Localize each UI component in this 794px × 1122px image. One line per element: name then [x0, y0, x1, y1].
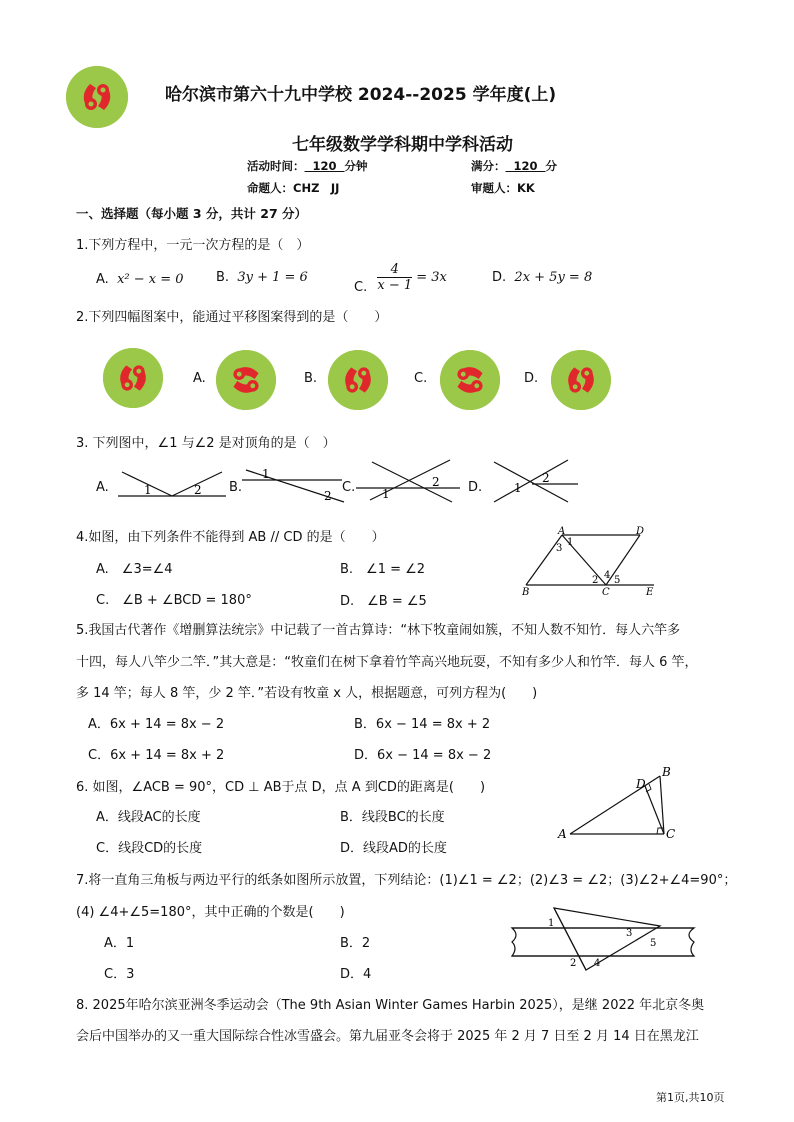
q3a-angle-1: 1 [144, 483, 152, 497]
reviewer: 审题人：KK [471, 181, 535, 195]
q6-stem: 6. 如图，∠ACB = 90°，CD ⊥ AB于点 D，点 A 到CD的距离是( ) [76, 780, 486, 795]
q5-option-a[interactable]: A．6x + 14 = 8x − 2 [88, 717, 225, 732]
q7-option-c[interactable]: C．3 [104, 967, 135, 982]
q1-option-c[interactable]: C. $\frac{4}{x - 1}$ = 3x [354, 262, 447, 295]
q2-option-c[interactable] [440, 350, 500, 410]
svg-text:2: 2 [570, 958, 577, 969]
q6-option-d[interactable]: D．线段AD的长度 [340, 841, 447, 856]
q4-figure [518, 524, 658, 596]
svg-text:2: 2 [592, 575, 599, 586]
svg-text:3: 3 [626, 928, 633, 939]
q5-line-3: 多 14 竿；每人 8 竿，少 2 竿．”若设有牧童 x 人，根据题意，可列方程为( ) [76, 686, 538, 701]
q8-line-1: 8. 2025年哈尔滨亚洲冬季运动会（The 9th Asian Winter Games Harbin 2025），是继 2022 年北京冬奥 [76, 998, 705, 1013]
q7-option-b[interactable]: B．2 [340, 936, 371, 951]
q6-option-c[interactable]: C．线段CD的长度 [96, 841, 203, 856]
q1-option-a[interactable]: A. x² − x = 0 [96, 272, 184, 287]
q3a-angle-2: 2 [194, 483, 202, 497]
svg-text:5: 5 [614, 575, 621, 586]
page-subtitle: 七年级数学学科期中学科活动 [292, 135, 513, 155]
author: 命题人：CHZ JJ [247, 181, 340, 195]
q3-figure-c[interactable] [352, 456, 462, 504]
q3-label-a: A. [96, 480, 109, 495]
q3c-angle-2: 2 [432, 475, 440, 489]
q8-line-2: 会后中国举办的又一重大国际综合性冰雪盛会。第九届亚冬会将于 2025 年 2 月 7 日至 2 月 14 日在黑龙江 [76, 1029, 699, 1044]
svg-text:4: 4 [594, 958, 601, 969]
q1-option-d[interactable]: D. 2x + 5y = 8 [492, 270, 593, 285]
q1-stem: 1.下列方程中，一元一次方程的是（ ） [76, 238, 310, 253]
q3-figure-a[interactable] [114, 462, 230, 502]
svg-text:1: 1 [548, 918, 555, 929]
q2-option-a[interactable] [216, 350, 276, 410]
svg-text:D: D [636, 777, 646, 791]
q7-figure [508, 904, 704, 972]
q2-stem: 2.下列四幅图案中，能通过平移图案得到的是（ ） [76, 310, 388, 325]
q2-option-b[interactable] [328, 350, 388, 410]
svg-text:5: 5 [650, 938, 657, 949]
page-number: 第1页,共10页 [656, 1091, 725, 1104]
q6-option-a[interactable]: A．线段AC的长度 [96, 810, 201, 825]
q7-option-d[interactable]: D．4 [340, 967, 372, 982]
svg-text:D: D [636, 526, 645, 537]
q2-label-c: C. [414, 371, 428, 386]
svg-text:E: E [646, 587, 654, 596]
q5-option-b[interactable]: B．6x − 14 = 8x + 2 [354, 717, 491, 732]
q3-stem: 3. 下列图中，∠1 与∠2 是对顶角的是（ ） [76, 436, 336, 451]
q3-label-d: D. [468, 480, 483, 495]
q6-figure [556, 762, 686, 842]
q7-line-1: 7.将一直角三角板与两边平行的纸条如图所示放置，下列结论：(1)∠1 = ∠2；(2)∠3 = ∠2；(3)∠2+∠4=90°； [76, 873, 737, 888]
section-title: 一、选择题（每小题 3 分，共计 27 分） [76, 206, 308, 221]
q1-option-b[interactable]: B. 3y + 1 = 6 [216, 270, 308, 285]
svg-text:A: A [558, 526, 566, 537]
q4-option-a[interactable]: A. ∠3=∠4 [96, 562, 173, 577]
q3-figure-b[interactable] [240, 462, 346, 504]
q2-original-pattern [103, 348, 163, 408]
svg-text:A: A [558, 827, 567, 841]
q4-option-d[interactable]: D. ∠B = ∠5 [340, 594, 427, 609]
activity-time: 活动时间： 120 分钟 [247, 159, 368, 173]
school-logo [66, 66, 128, 128]
svg-text:B: B [522, 587, 530, 596]
q3-figure-d[interactable] [490, 456, 582, 504]
q7-line-2: (4) ∠4+∠5=180°，其中正确的个数是( ) [76, 905, 345, 920]
q3c-angle-1: 1 [382, 487, 390, 501]
q3-label-b: B. [229, 480, 243, 495]
q2-label-d: D. [524, 371, 539, 386]
q5-option-c[interactable]: C．6x + 14 = 8x + 2 [88, 748, 225, 763]
q2-option-d[interactable] [551, 350, 611, 410]
q6-option-b[interactable]: B．线段BC的长度 [340, 810, 445, 825]
svg-text:3: 3 [556, 543, 563, 554]
page-title: 哈尔滨市第六十九中学校 2024--2025 学年度(上) [165, 85, 557, 105]
svg-text:C: C [666, 827, 676, 841]
q3d-angle-1: 1 [514, 481, 522, 495]
q4-option-b[interactable]: B. ∠1 = ∠2 [340, 562, 426, 577]
q3b-angle-2: 2 [324, 489, 332, 503]
q2-label-a: A. [193, 371, 206, 386]
q3d-angle-2: 2 [542, 471, 550, 485]
q5-option-d[interactable]: D．6x − 14 = 8x − 2 [354, 748, 492, 763]
q3b-angle-1: 1 [262, 467, 270, 481]
q7-option-a[interactable]: A．1 [104, 936, 135, 951]
svg-text:1: 1 [567, 537, 574, 548]
q2-label-b: B. [304, 371, 318, 386]
q4-stem: 4.如图，由下列条件不能得到 AB // CD 的是（ ） [76, 530, 385, 545]
svg-text:4: 4 [604, 570, 611, 581]
q5-line-1: 5.我国古代著作《增删算法统宗》中记载了一首古算诗：“林下牧童闹如簇，不知人数不知竹．每人六竿多 [76, 623, 681, 638]
svg-text:C: C [602, 587, 610, 596]
svg-text:B: B [662, 765, 671, 779]
q5-line-2: 十四，每人八竿少二竿．”其大意是：“牧童们在树下拿着竹竿高兴地玩耍，不知有多少人和竹竿．每人 6 竿， [76, 655, 698, 670]
q3-label-c: C. [342, 480, 356, 495]
q4-option-c[interactable]: C. ∠B + ∠BCD = 180° [96, 593, 252, 608]
full-score: 满分： 120 分 [471, 159, 558, 173]
